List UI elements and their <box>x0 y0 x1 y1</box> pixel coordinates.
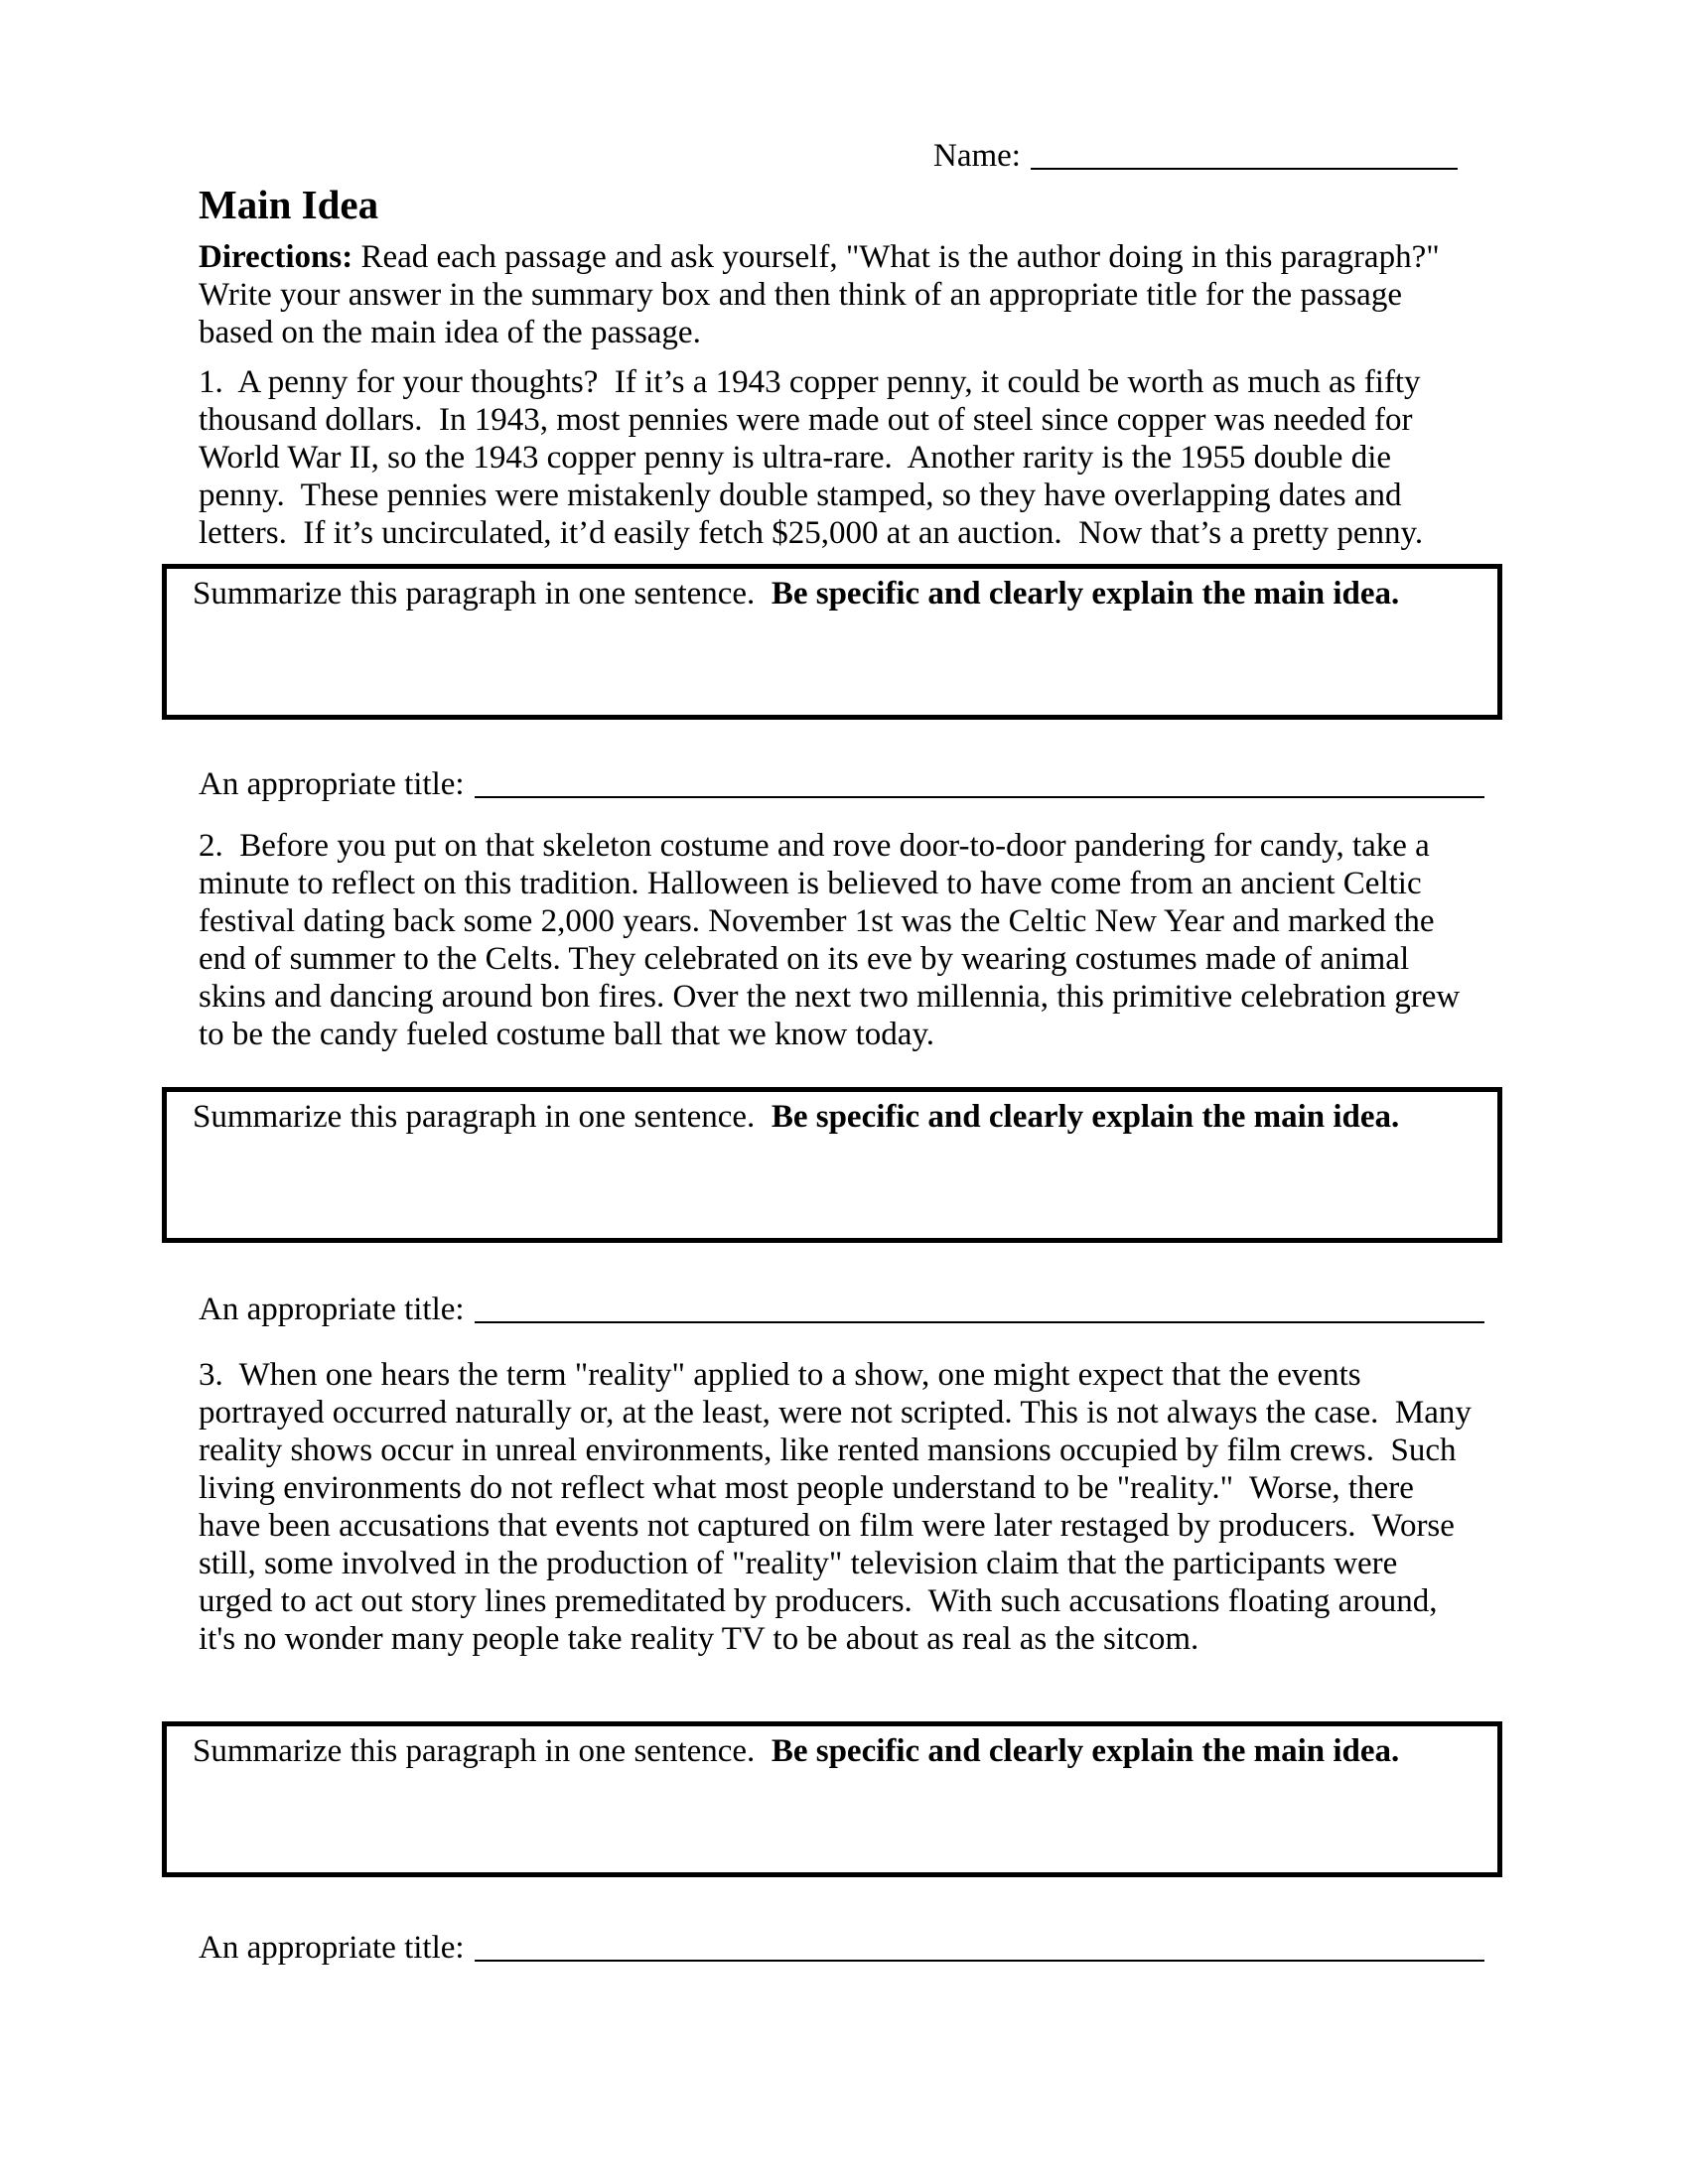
directions-text: Read each passage and ask yourself, "What is the author doing in this paragraph?" Write your answer in the summary box and then think of an appropriate title for the passage based on the main idea of the passage. <box>199 239 1448 350</box>
page-title: Main Idea <box>199 182 379 227</box>
passage-3-number: 3. <box>199 1357 223 1393</box>
summary-prompt-bold-2: Be specific and clearly explain the main idea. <box>755 1099 1400 1135</box>
summary-prompt-1: Summarize this paragraph in one sentence. <box>193 576 756 612</box>
title-prompt-3: An appropriate title: <box>199 1930 465 1966</box>
title-row-2 <box>199 1287 1484 1328</box>
passage-3-text: When one hears the term "reality" applied to a show, one might expect that the events portrayed occurred naturally or, at the least, were not scripted. This is not always the case. Many reality shows occur in unreal environments, like rented mansions occupied by film crews. Such living environments do not reflect what most people understand to be "reality." Worse, there have been accusations that events not captured on film were later restaged by producers. Worse still, some involved in the production of "reality" television claim that the participants were urged to act out story lines premeditated by producers. With such accusations floating around, it's no wonder many people take reality TV to be about as real as the sitcom. <box>199 1357 1480 1657</box>
passage-3 <box>199 1356 1479 1658</box>
summary-prompt-3: Summarize this paragraph in one sentence. <box>193 1733 756 1769</box>
title-blank-line-3[interactable] <box>475 1959 1484 1962</box>
summary-box-2[interactable] <box>162 1087 1502 1243</box>
name-label: Name: <box>933 138 1021 174</box>
passage-1 <box>199 363 1479 552</box>
title-blank-line-1[interactable] <box>475 795 1484 798</box>
passage-1-text: A penny for your thoughts? If it’s a 1943 copper penny, it could be worth as much as fifty thousand dollars. In 1943, most pennies were made out of steel since copper was needed for World War II, so the 1943 copper penny is ultra-rare. Another rarity is the 1955 double die penny. These pennies were mistakenly double stamped, so they have overlapping dates and letters. If it’s uncirculated, it’d easily fetch $25,000 at an auction. Now that’s a pretty penny. <box>199 364 1429 551</box>
name-blank-line[interactable] <box>1031 167 1458 170</box>
summary-prompt-2: Summarize this paragraph in one sentence. <box>193 1099 756 1135</box>
passage-1-number: 1. <box>199 364 223 400</box>
title-blank-line-2[interactable] <box>475 1320 1484 1323</box>
passage-2-text: Before you put on that skeleton costume and rove door-to-door pandering for candy, take a minute to reflect on this tradition. Halloween is believed to have come from an ancient Celtic festival dating back some 2,000 years. November 1st was the Celtic New Year and marked the end of summer to the Celts. They celebrated on its eve by wearing costumes made of animal skins and dancing around bon fires. Over the next two millennia, this primitive celebration grew to be the candy fueled costume ball that we know today. <box>199 828 1469 1052</box>
summary-box-1[interactable] <box>162 564 1502 720</box>
directions <box>199 238 1479 351</box>
title-prompt-1: An appropriate title: <box>199 766 465 802</box>
passage-2-number: 2. <box>199 828 223 864</box>
name-row <box>933 135 1458 175</box>
title-row-1 <box>199 761 1484 803</box>
directions-label: Directions: <box>199 239 353 275</box>
summary-prompt-bold-3: Be specific and clearly explain the main idea. <box>755 1733 1400 1769</box>
passage-2 <box>199 827 1479 1053</box>
summary-box-3[interactable] <box>162 1721 1502 1877</box>
summary-prompt-bold-1: Be specific and clearly explain the main idea. <box>755 576 1400 612</box>
title-prompt-2: An appropriate title: <box>199 1292 465 1327</box>
title-row-3 <box>199 1925 1484 1967</box>
